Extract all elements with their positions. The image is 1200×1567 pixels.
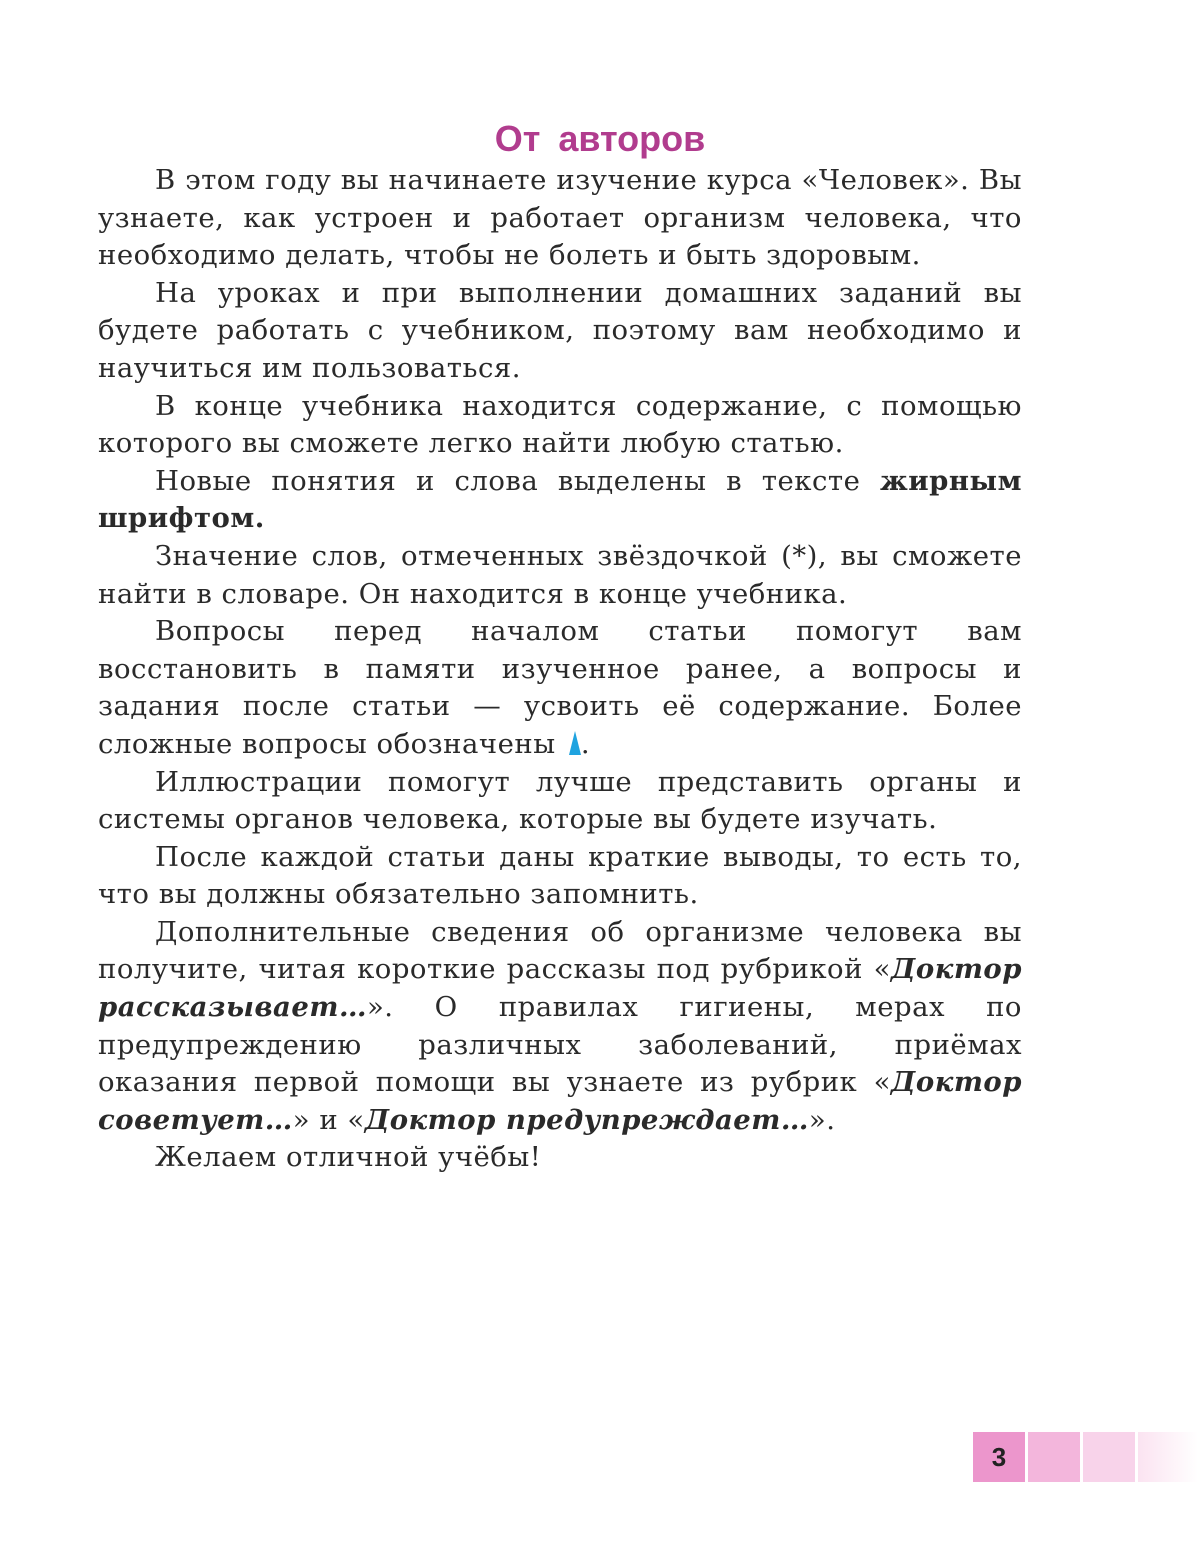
paragraph-rubrics — [98, 914, 1022, 1140]
rubric-doctor-tells: Доктор рассказывает… — [98, 953, 1022, 1024]
decorative-tab — [1083, 1432, 1135, 1482]
paragraph-new-terms — [98, 463, 1022, 538]
paragraph-dictionary: Значение слов, отмеченных звёздочкой (*), вы сможете найти в словаре. Он находится в конце учебника. — [98, 539, 1022, 610]
paragraph-conclusions: После каждой статьи даны краткие выводы, то есть то, что вы должны обязательно запомнить. — [98, 840, 1022, 911]
new-terms-text: Новые понятия и слова выделены в тексте — [155, 464, 881, 497]
rubric-doctor-advises: Доктор советует… — [98, 1066, 1022, 1136]
page-number-tabs — [973, 1432, 1198, 1482]
decorative-tab — [1138, 1432, 1198, 1482]
questions-end: . — [580, 727, 591, 760]
blue-triangle-icon — [569, 731, 581, 755]
rubrics-text-a: Дополнительные сведения об организме человека вы получите, читая короткие рассказы под рубрикой « — [98, 915, 1022, 986]
bold-font-term: жирным шрифтом. — [98, 464, 1022, 535]
decorative-tab — [1028, 1432, 1080, 1482]
rubrics-text-d: ». — [808, 1103, 836, 1136]
paragraph-textbook-work: На уроках и при выполнении домашних заданий вы будете работать с учебником, поэтому вам необходимо и научиться им пользоваться. — [98, 276, 1022, 384]
paragraph-questions — [98, 613, 1022, 763]
paragraph-contents: В конце учебника находится содержание, с помощью которого вы сможете легко найти любую статью. — [98, 389, 1022, 460]
questions-text: Вопросы перед началом статьи помогут вам восстановить в памяти изученное ранее, а вопросы и задания после статьи — усвоить её содержание. Более сложные вопросы обозначены — [98, 615, 1022, 760]
rubrics-text-b: ». О правилах гигиены, мерах по предупреждению различных заболеваний, приёмах оказания первой помощи вы узнаете из рубрик « — [98, 991, 1022, 1099]
page-title: От авторов — [494, 118, 706, 159]
paragraph-illustrations: Иллюстрации помогут лучше представить органы и системы органов человека, которые вы будете изучать. — [98, 765, 1022, 836]
rubrics-text-c: » и « — [292, 1103, 365, 1136]
paragraph-wishes: Желаем отличной учёбы! — [155, 1141, 542, 1174]
page-number: 3 — [973, 1432, 1025, 1482]
paragraph-intro: В этом году вы начинаете изучение курса «Человек». Вы узнаете, как устроен и работает организм человека, что необходимо делать, чтобы не болеть и быть здоровым. — [98, 164, 1022, 272]
rubric-doctor-warns: Доктор предупреждает… — [364, 1103, 809, 1136]
text-body — [98, 162, 1022, 1177]
